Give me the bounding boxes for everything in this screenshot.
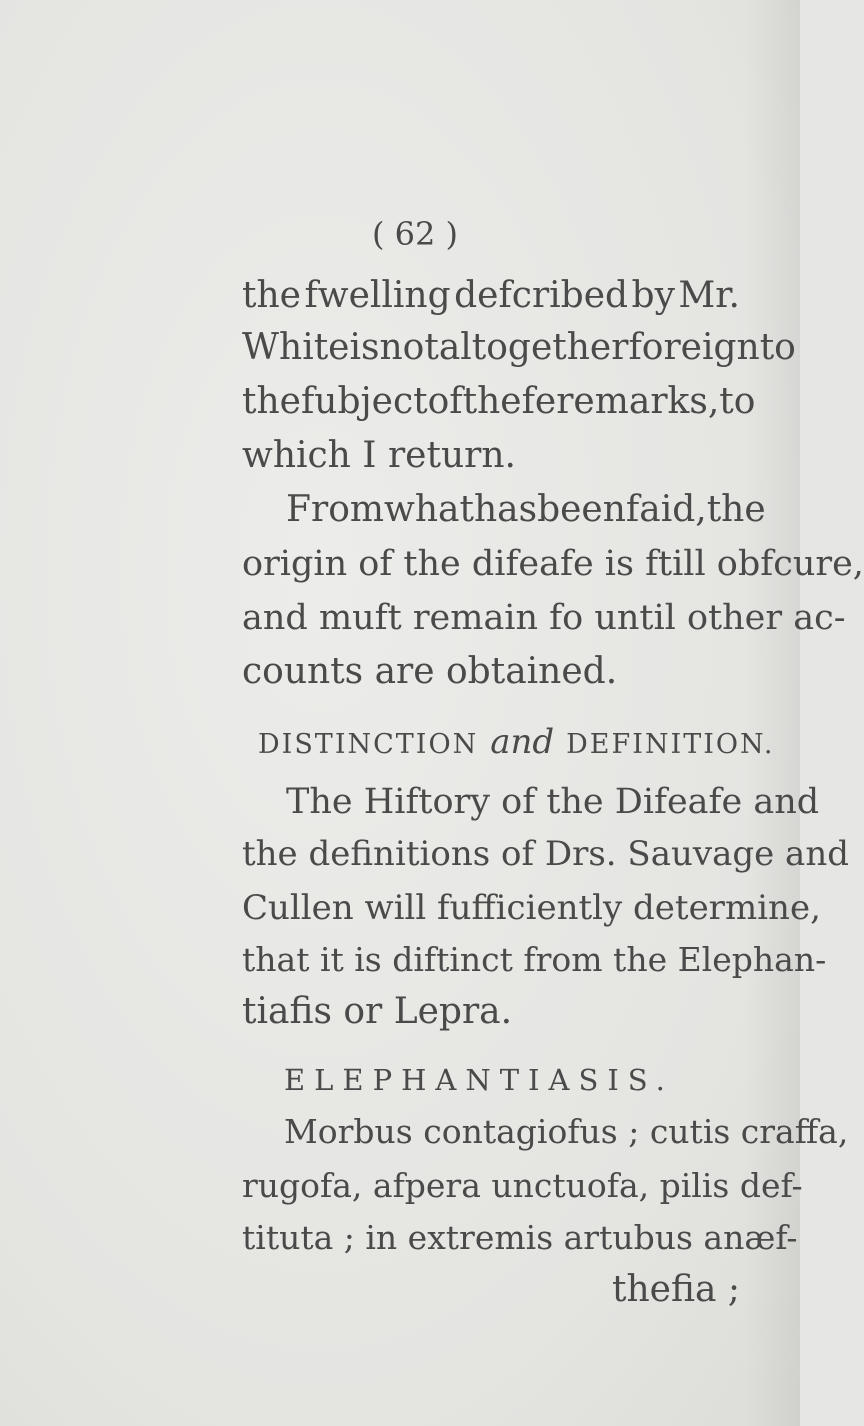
text-line: From what has been faid, the <box>286 489 766 530</box>
section-heading: ELEPHANTIASIS. <box>284 1063 674 1097</box>
text-line: the fwelling defcribed by Mr. <box>242 275 740 316</box>
text-line: The Hiftory of the Difeafe and <box>286 782 820 822</box>
text-line: which I return. <box>242 435 516 476</box>
text-line: the fubject of thefe remarks, to <box>242 381 756 422</box>
text-line: that it is diftinct from the Elephan- <box>242 940 827 979</box>
text-line: tiafis or Lepra. <box>242 991 513 1032</box>
text-line: rugofa, afpera unctuofa, pilis def- <box>242 1166 803 1205</box>
text-line: White is not altogether foreign to <box>242 327 796 368</box>
catchword: thefia ; <box>612 1269 741 1310</box>
text-line: origin of the difeafe is ftill obfcure, <box>242 544 864 584</box>
text-line: and muft remain fo until other ac- <box>242 598 846 638</box>
text-line: the definitions of Drs. Sauvage and <box>242 834 849 874</box>
section-heading: DISTINCTION and DEFINITION. <box>258 722 775 762</box>
text-line: tituta ; in extremis artubus anæf- <box>242 1218 798 1257</box>
text-line: Cullen will fufficiently determine, <box>242 888 821 928</box>
text-line: counts are obtained. <box>242 651 618 692</box>
text-line: Morbus contagiofus ; cutis craffa, <box>284 1112 849 1151</box>
page-number: ( 62 ) <box>372 215 459 253</box>
